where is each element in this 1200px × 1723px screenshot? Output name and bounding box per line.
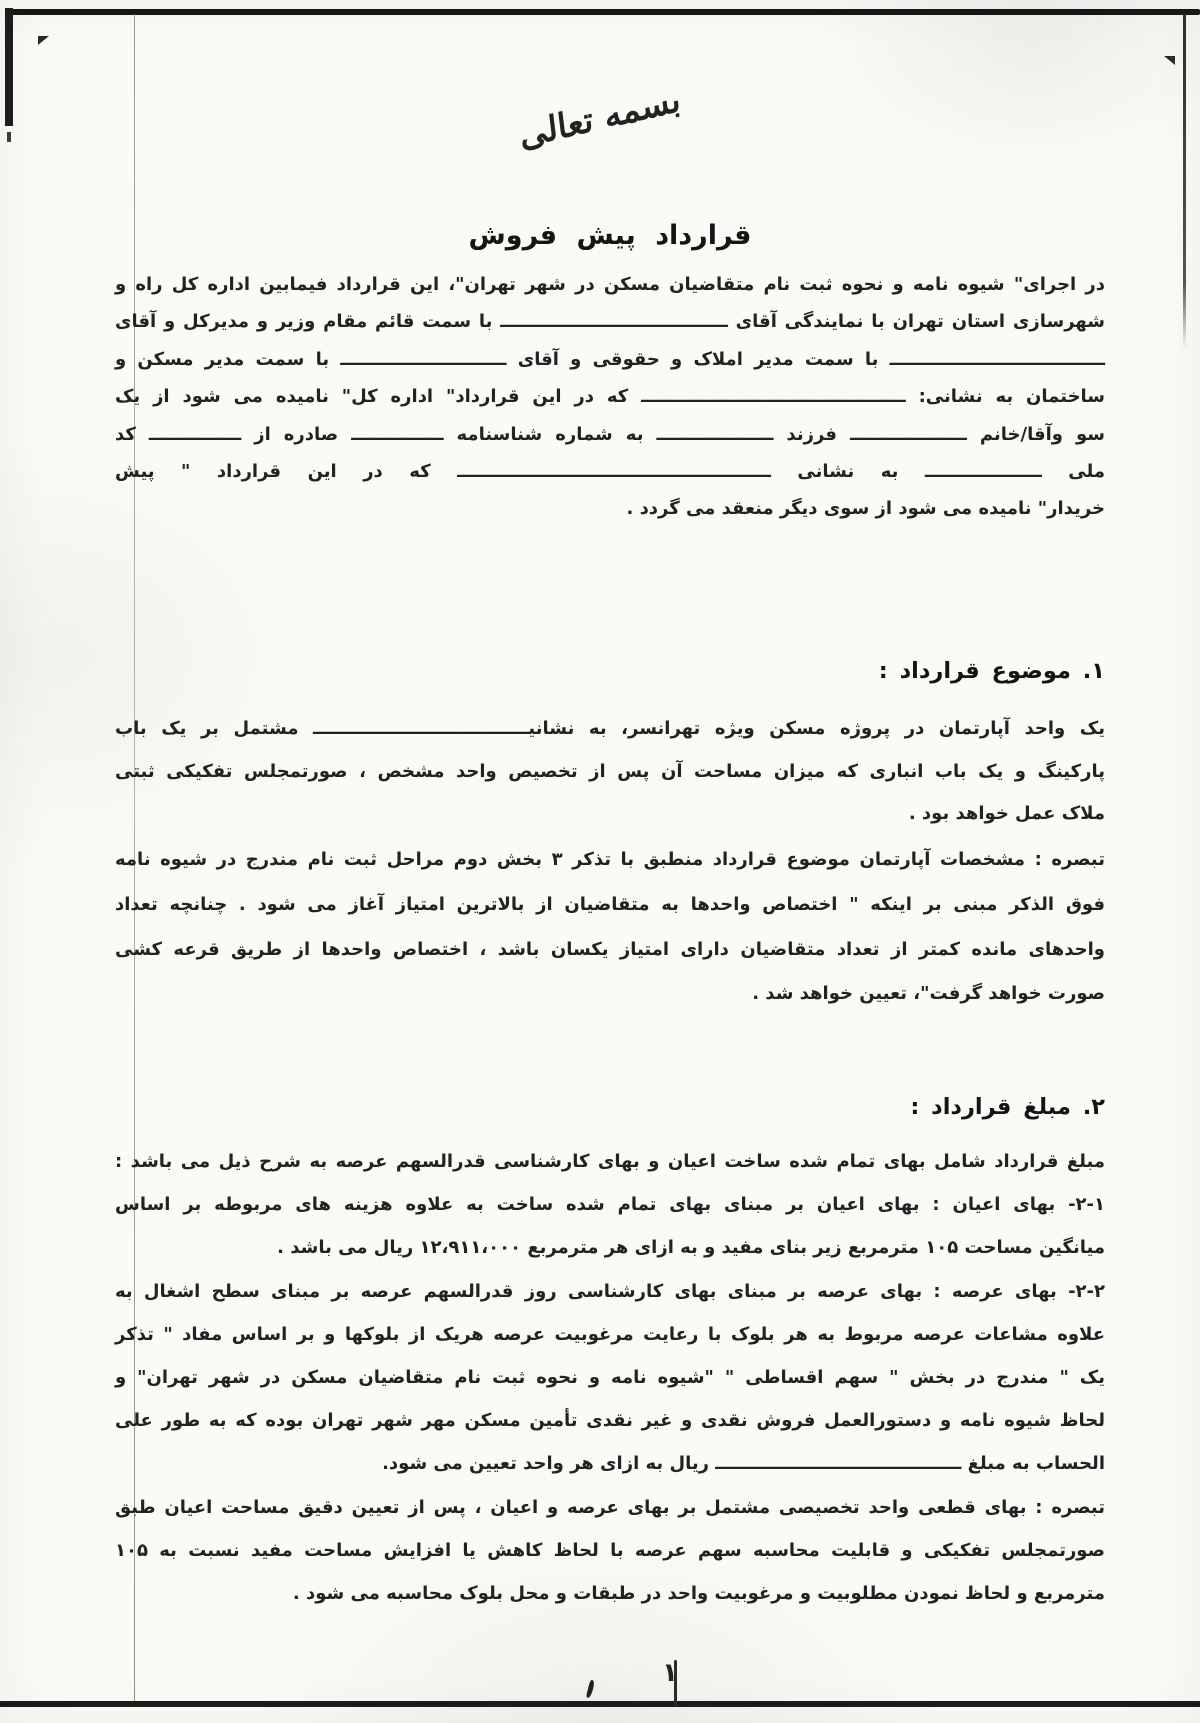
text-line: ـــــــــــــــــــــــــــــــــــ با سمت مدیر املاک و حقوقی و آقای ـــــــــــــــــــــــــــ با سمت مدیر مسکن و xyxy=(115,348,1105,370)
text-line: ملی ـــــــــــــــــــ به نشانی ـــــــــــــــــــــــــــــــــــــــــــــــــــ که در این قرارداد " پیش xyxy=(115,460,1105,482)
text-line: لحاظ شیوه نامه و دستورالعمل فروش نقدی و غیر نقدی تأمین مسکن مهر شهر تهران بوده که به طور علی xyxy=(115,1410,1105,1432)
text-line: ساختمان به نشانی: ـــــــــــــــــــــــــــــــــــــــــــ که در این قرارداد" اداره کل" نامیده می شود از یک xyxy=(115,386,1105,408)
text-line: پارکینگ و یک باب انباری که میزان مساحت آن پس از تخصیص واحد مشخص ، صورتمجلس تفکیکی ثبتی xyxy=(115,760,1105,782)
text-line: ۲-۱- بهای اعیان : بهای اعیان بر مبنای بهای تمام شده ساخت به علاوه هزینه های مربوطه بر اساس xyxy=(115,1194,1105,1216)
text-line: ۲-۲- بهای عرصه : بهای عرصه بر مبنای بهای کارشناسی روز قدرالسهم عرصه بر مبنای سطح اشغال به xyxy=(115,1280,1105,1302)
text-line: تبصره : مشخصات آپارتمان موضوع قرارداد منطبق با تذکر ۳ بخش دوم مراحل ثبت نام مندرج در شیوه نامه xyxy=(115,849,1106,870)
scan-edge-right-line xyxy=(1183,14,1186,349)
text-line: در اجرای" شیوه نامه و نحوه ثبت نام متقاضیان مسکن در شهر تهران"، این قرارداد فیمابین اداره کل راه و xyxy=(115,274,1105,295)
text-line: ملاک عمل خواهد بود . xyxy=(908,803,1105,825)
section-1-heading: ۱. موضوع قرارداد : xyxy=(878,658,1105,684)
scan-edge-left-bar xyxy=(5,8,13,126)
text-line: واحدهای مانده کمتر از تعداد متقاضیان دارای امتیاز یکسان باشد ، اختصاص واحدها از طریق قرعه کشی xyxy=(115,938,1105,960)
scan-edge-top-line xyxy=(10,9,1200,15)
text-line: صورت خواهد گرفت"، تعیین خواهد شد . xyxy=(752,983,1105,1005)
document-title: قرارداد پیش فروش xyxy=(468,220,752,251)
scan-ink-mark xyxy=(7,132,11,142)
text-line: میانگین مساحت ۱۰۵ مترمربع زیر بنای مفید و به ازای هر مترمربع ۱۲،۹۱۱،۰۰۰ ریال می باشد . xyxy=(277,1237,1105,1259)
text-line: سو وآقا/خانم ـــــــــــــــــــ فرزند ـــــــــــــــــــ به شماره شناسنامه ـــــــــــــــ صادره از ـــــــــــــــ کد xyxy=(115,423,1105,445)
text-line: یک واحد آپارتمان در پروژه مسکن ویژه تهرانسر، به نشانیـــــــــــــــــــــــــــــــــــ مشتمل بر یک باب xyxy=(115,718,1105,739)
text-line: خریدار" نامیده می شود از سوی دیگر منعقد می گردد . xyxy=(626,498,1105,520)
section-1-note xyxy=(115,838,1105,1017)
section-2-body xyxy=(115,1140,1105,1615)
bismillah-calligraphy: بسمه تعالی xyxy=(517,79,683,157)
scan-ink-speck-bottom xyxy=(586,1680,595,1699)
scan-edge-bottom-line xyxy=(0,1701,1200,1707)
page-number: ۱ xyxy=(662,1658,678,1688)
text-line: فوق الذکر مبنی بر اینکه " اختصاص واحدها به متقاضیان از بالاترین امتیاز آغاز می شود . چنانچه تعداد xyxy=(115,893,1105,915)
text-line: شهرسازی استان تهران با نمایندگی آقای ـــــــــــــــــــــــــــــــــــــ با سمت قائم مقام وزیر و مدیرکل و آقای xyxy=(115,311,1105,333)
corner-mark-top-right xyxy=(1164,56,1175,65)
text-line: صورتمجلس تفکیکی و قابلیت محاسبه سهم عرصه با لحاظ کاهش یا افزایش مساحت مفید نسبت به ۱۰۵ xyxy=(115,1539,1105,1561)
intro-paragraph xyxy=(115,266,1105,528)
text-line: الحساب به مبلغ ــــــــــــــــــــــــــــــــــــــــ ریال به ازای هر واحد تعیین می شود. xyxy=(382,1453,1105,1475)
text-line: یک " مندرج در بخش " سهم اقساطی " "شیوه نامه و نحوه ثبت نام متقاضیان مسکن در شهر تهران" و xyxy=(115,1366,1105,1388)
section-1-body xyxy=(115,708,1105,836)
text-line: مترمربع و لحاظ نمودن مطلوبیت و مرغوبیت واحد در طبقات و محل بلوک محاسبه می شود . xyxy=(292,1582,1105,1604)
section-2-heading: ۲. مبلغ قرارداد : xyxy=(910,1094,1105,1120)
text-line: تبصره : بهای قطعی واحد تخصیصی مشتمل بر بهای عرصه و اعیان ، پس از تعیین دقیق مساحت اعیان طبق xyxy=(115,1496,1105,1518)
text-line: مبلغ قرارداد شامل بهای تمام شده ساخت اعیان و بهای کارشناسی قدرالسهم عرصه به شرح ذیل می باشد : xyxy=(115,1151,1105,1172)
text-line: علاوه مشاعات عرصه مربوط به هر بلوک با رعایت مرغوبیت عرصه هریک از بلوکها و بر اساس مفاد " تذکر xyxy=(115,1323,1105,1345)
corner-mark-top-left xyxy=(38,36,49,45)
